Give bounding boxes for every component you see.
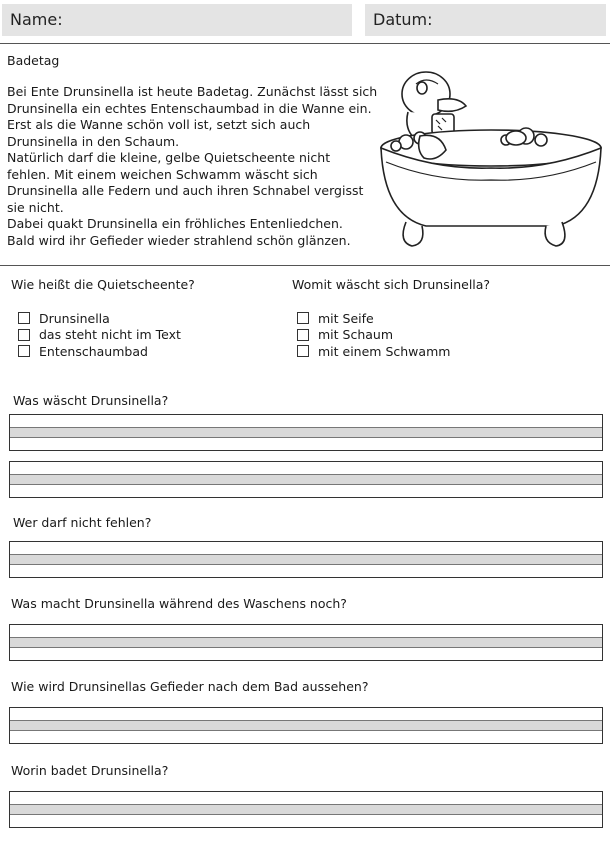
- date-field[interactable]: [365, 4, 606, 36]
- divider-top: [0, 43, 610, 44]
- open-question-5: Worin badet Drunsinella?: [11, 763, 169, 778]
- option-item[interactable]: [297, 327, 450, 344]
- option-item[interactable]: [18, 310, 181, 327]
- writing-lines[interactable]: [9, 541, 603, 578]
- writing-lines[interactable]: [9, 461, 603, 498]
- story-title: Badetag: [7, 53, 60, 68]
- checkbox[interactable]: [18, 312, 30, 324]
- option-label: Entenschaumbad: [39, 343, 148, 359]
- question-1-options: [18, 310, 181, 360]
- writing-lines[interactable]: [9, 791, 603, 828]
- checkbox[interactable]: [297, 329, 309, 341]
- option-item[interactable]: [18, 327, 181, 344]
- checkbox[interactable]: [18, 345, 30, 357]
- question-1: Wie heißt die Quietscheente?: [11, 277, 195, 292]
- option-item[interactable]: [297, 343, 450, 360]
- option-label: mit Seife: [318, 310, 374, 326]
- name-label: Name:: [10, 10, 63, 29]
- open-question-3: Was macht Drunsinella während des Waschens noch?: [11, 596, 347, 611]
- option-label: mit einem Schwamm: [318, 343, 451, 359]
- date-label: Datum:: [373, 10, 433, 29]
- open-question-1: Was wäscht Drunsinella?: [13, 393, 169, 408]
- story-text: Bei Ente Drunsinella ist heute Badetag. Zunächst lässt sich Drunsinella ein echtes Entenschaumbad in die Wanne ein. Erst als die Wanne schön voll ist, setzt sich auch Drunsinella in den Schaum. Natürlich darf die kleine, gelbe Quietscheente nicht fehlen. Mit einem weichen Schwamm wäscht sich Drunsinella alle Federn und auch ihren Schnabel vergisst sie nicht. Dabei quakt Drunsinella ein fröhliches Entenliedchen. Bald wird ihr Gefieder wieder strahlend schön glänzen.: [7, 84, 378, 248]
- checkbox[interactable]: [18, 329, 30, 341]
- writing-lines[interactable]: [9, 624, 603, 661]
- duck-bathtub-illustration: [376, 66, 606, 256]
- question-2: Womit wäscht sich Drunsinella?: [292, 277, 491, 292]
- option-label: das steht nicht im Text: [39, 327, 181, 343]
- writing-lines[interactable]: [9, 414, 603, 451]
- open-question-2: Wer darf nicht fehlen?: [13, 515, 152, 530]
- question-2-options: [297, 310, 450, 360]
- open-question-4: Wie wird Drunsinellas Gefieder nach dem Bad aussehen?: [11, 679, 369, 694]
- option-item[interactable]: [297, 310, 450, 327]
- name-field[interactable]: [2, 4, 352, 36]
- option-label: mit Schaum: [318, 327, 394, 343]
- checkbox[interactable]: [297, 312, 309, 324]
- writing-lines[interactable]: [9, 707, 603, 744]
- checkbox[interactable]: [297, 345, 309, 357]
- option-label: Drunsinella: [39, 310, 110, 326]
- divider-middle: [0, 265, 610, 266]
- option-item[interactable]: [18, 343, 181, 360]
